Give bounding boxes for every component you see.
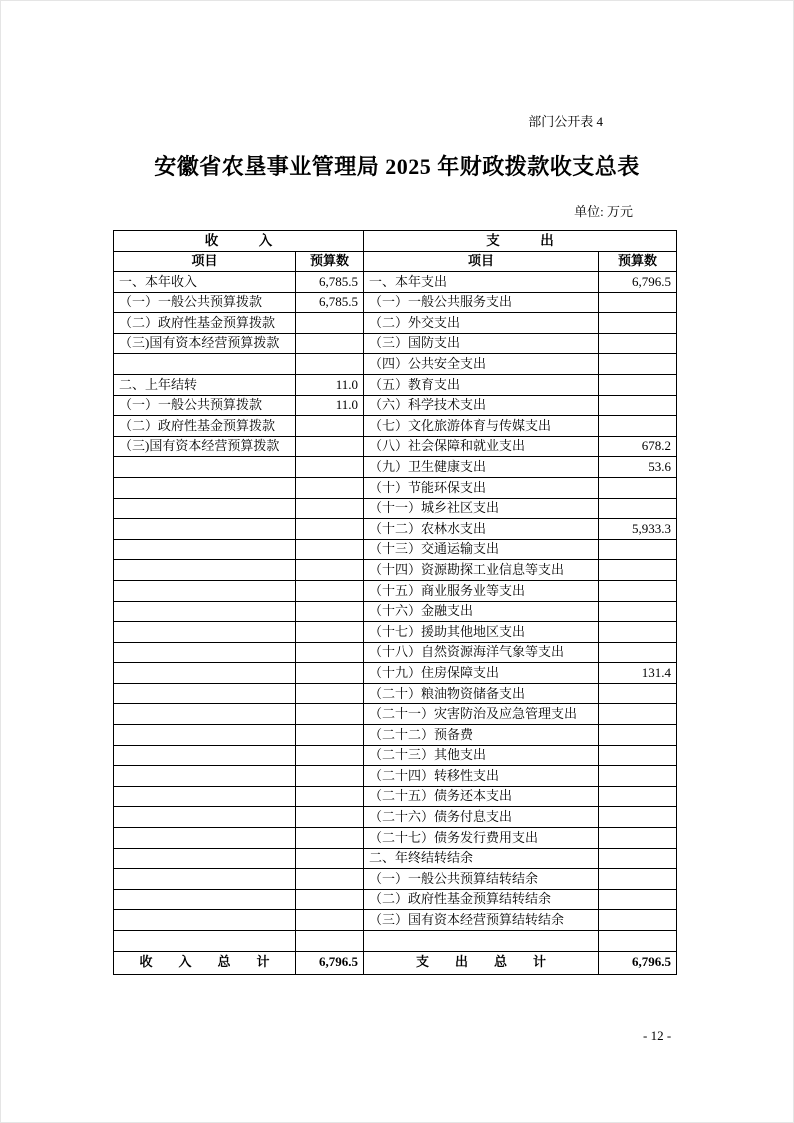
income-item-cell: [114, 889, 296, 910]
expense-item-cell: （二）政府性基金预算结转结余: [364, 889, 599, 910]
income-value-cell: [296, 354, 364, 375]
income-section-header: 收 入: [114, 231, 364, 252]
expense-item-cell: （八）社会保障和就业支出: [364, 436, 599, 457]
income-item-cell: （二）政府性基金预算拨款: [114, 313, 296, 334]
income-value-cell: [296, 683, 364, 704]
income-value-cell: [296, 807, 364, 828]
expense-budget-column-header: 预算数: [599, 252, 677, 272]
expense-item-cell: （十八）自然资源海洋气象等支出: [364, 642, 599, 663]
income-item-cell: [114, 519, 296, 540]
income-value-cell: 11.0: [296, 374, 364, 395]
income-item-cell: [114, 477, 296, 498]
expense-item-cell: （五）教育支出: [364, 374, 599, 395]
income-value-cell: [296, 580, 364, 601]
expense-item-cell: （二十二）预备费: [364, 725, 599, 746]
income-value-cell: [296, 704, 364, 725]
expense-value-cell: [599, 333, 677, 354]
income-total-value: 6,796.5: [296, 951, 364, 974]
income-value-cell: [296, 642, 364, 663]
expense-value-cell: [599, 766, 677, 787]
expense-item-cell: （十九）住房保障支出: [364, 663, 599, 684]
table-row: [114, 622, 677, 643]
income-value-cell: [296, 436, 364, 457]
expense-value-cell: [599, 354, 677, 375]
income-value-cell: [296, 539, 364, 560]
income-item-cell: 二、上年结转: [114, 374, 296, 395]
expense-item-cell: （六）科学技术支出: [364, 395, 599, 416]
expense-value-cell: [599, 910, 677, 931]
income-item-cell: （一）一般公共预算拨款: [114, 292, 296, 313]
income-value-cell: 11.0: [296, 395, 364, 416]
table-row: [114, 457, 677, 478]
income-item-cell: （三)国有资本经营预算拨款: [114, 333, 296, 354]
expense-value-cell: [599, 786, 677, 807]
expense-value-cell: [599, 313, 677, 334]
table-row: [114, 683, 677, 704]
table-row: [114, 869, 677, 890]
expense-item-column-header: 项目: [364, 252, 599, 272]
table-row: [114, 313, 677, 334]
expense-total-label: 支 出 总 计: [364, 951, 599, 974]
income-item-cell: （三)国有资本经营预算拨款: [114, 436, 296, 457]
income-value-cell: [296, 828, 364, 849]
income-item-cell: [114, 910, 296, 931]
expense-value-cell: [599, 601, 677, 622]
income-item-cell: [114, 931, 296, 952]
table-row: [114, 272, 677, 293]
expense-item-cell: （一）一般公共预算结转结余: [364, 869, 599, 890]
income-value-cell: [296, 313, 364, 334]
table-row: [114, 766, 677, 787]
table-row: [114, 560, 677, 581]
income-value-cell: [296, 622, 364, 643]
table-row: [114, 539, 677, 560]
expense-value-cell: [599, 622, 677, 643]
income-value-cell: [296, 848, 364, 869]
table-row: [114, 663, 677, 684]
table-row: [114, 519, 677, 540]
expense-item-cell: （二十七）债务发行费用支出: [364, 828, 599, 849]
expense-value-cell: [599, 745, 677, 766]
income-item-column-header: 项目: [114, 252, 296, 272]
expense-item-cell: （九）卫生健康支出: [364, 457, 599, 478]
table-row: [114, 642, 677, 663]
income-item-cell: 一、本年收入: [114, 272, 296, 293]
income-value-cell: [296, 786, 364, 807]
table-row: [114, 910, 677, 931]
expense-item-cell: （二）外交支出: [364, 313, 599, 334]
income-total-label: 收 入 总 计: [114, 951, 296, 974]
table-row: [114, 292, 677, 313]
income-item-cell: [114, 807, 296, 828]
income-item-cell: [114, 663, 296, 684]
table-row: [114, 786, 677, 807]
column-header-row: [114, 252, 677, 272]
income-value-cell: [296, 519, 364, 540]
expense-value-cell: [599, 395, 677, 416]
table-row: [114, 725, 677, 746]
income-item-cell: [114, 828, 296, 849]
table-row: [114, 354, 677, 375]
expense-item-cell: （十）节能环保支出: [364, 477, 599, 498]
income-value-cell: 6,785.5: [296, 292, 364, 313]
income-item-cell: [114, 848, 296, 869]
table-row: [114, 848, 677, 869]
expense-item-cell: （十五）商业服务业等支出: [364, 580, 599, 601]
expense-item-cell: （十一）城乡社区支出: [364, 498, 599, 519]
expense-value-cell: 131.4: [599, 663, 677, 684]
expense-item-cell: （十二）农林水支出: [364, 519, 599, 540]
income-item-cell: [114, 457, 296, 478]
expense-value-cell: [599, 560, 677, 581]
income-value-cell: [296, 663, 364, 684]
income-item-cell: [114, 354, 296, 375]
expense-item-cell: [364, 931, 599, 952]
page-title: 安徽省农垦事业管理局 2025 年财政拨款收支总表: [154, 154, 640, 179]
income-item-cell: [114, 539, 296, 560]
income-value-cell: [296, 745, 364, 766]
table-row: [114, 477, 677, 498]
expense-value-cell: 6,796.5: [599, 272, 677, 293]
income-item-cell: [114, 601, 296, 622]
expense-value-cell: [599, 828, 677, 849]
expense-section-header: 支 出: [364, 231, 677, 252]
income-item-cell: [114, 704, 296, 725]
table-row: [114, 601, 677, 622]
income-value-cell: [296, 498, 364, 519]
table-body: [114, 272, 677, 952]
expense-item-cell: （二十六）债务付息支出: [364, 807, 599, 828]
table-row: [114, 374, 677, 395]
expense-value-cell: [599, 931, 677, 952]
expense-item-cell: （十六）金融支出: [364, 601, 599, 622]
table-row: [114, 580, 677, 601]
income-value-cell: [296, 416, 364, 437]
income-item-cell: [114, 725, 296, 746]
expense-value-cell: [599, 848, 677, 869]
income-value-cell: [296, 601, 364, 622]
expense-value-cell: 5,933.3: [599, 519, 677, 540]
total-row: [114, 951, 677, 974]
income-item-cell: [114, 622, 296, 643]
expense-value-cell: [599, 498, 677, 519]
income-value-cell: [296, 910, 364, 931]
expense-value-cell: [599, 292, 677, 313]
income-item-cell: [114, 642, 296, 663]
income-item-cell: [114, 745, 296, 766]
income-item-cell: （一）一般公共预算拨款: [114, 395, 296, 416]
table-row: [114, 498, 677, 519]
expense-item-cell: （十七）援助其他地区支出: [364, 622, 599, 643]
income-item-cell: [114, 560, 296, 581]
header-note: 部门公开表 4: [528, 114, 603, 129]
expense-item-cell: （三）国防支出: [364, 333, 599, 354]
table-row: [114, 395, 677, 416]
income-value-cell: [296, 333, 364, 354]
budget-table: [113, 230, 677, 975]
expense-value-cell: [599, 704, 677, 725]
income-value-cell: 6,785.5: [296, 272, 364, 293]
page-number: - 12 -: [643, 1028, 672, 1043]
income-item-cell: [114, 786, 296, 807]
income-item-cell: [114, 683, 296, 704]
expense-value-cell: 678.2: [599, 436, 677, 457]
income-item-cell: [114, 766, 296, 787]
income-value-cell: [296, 889, 364, 910]
income-value-cell: [296, 457, 364, 478]
unit-label: 单位: 万元: [574, 204, 633, 219]
expense-item-cell: （三）国有资本经营预算结转结余: [364, 910, 599, 931]
income-value-cell: [296, 931, 364, 952]
expense-item-cell: （二十四）转移性支出: [364, 766, 599, 787]
income-budget-column-header: 预算数: [296, 252, 364, 272]
table-row: [114, 333, 677, 354]
table-row: [114, 436, 677, 457]
income-value-cell: [296, 477, 364, 498]
table-row: [114, 931, 677, 952]
expense-total-value: 6,796.5: [599, 951, 677, 974]
expense-value-cell: [599, 889, 677, 910]
expense-item-cell: 二、年终结转结余: [364, 848, 599, 869]
table-row: [114, 704, 677, 725]
table-row: [114, 828, 677, 849]
income-value-cell: [296, 766, 364, 787]
expense-value-cell: [599, 374, 677, 395]
income-value-cell: [296, 869, 364, 890]
table-row: [114, 745, 677, 766]
expense-item-cell: （二十三）其他支出: [364, 745, 599, 766]
expense-value-cell: [599, 642, 677, 663]
expense-item-cell: （十四）资源勘探工业信息等支出: [364, 560, 599, 581]
expense-item-cell: （二十一）灾害防治及应急管理支出: [364, 704, 599, 725]
expense-value-cell: [599, 539, 677, 560]
expense-item-cell: （二十五）债务还本支出: [364, 786, 599, 807]
expense-item-cell: （一）一般公共服务支出: [364, 292, 599, 313]
table-row: [114, 889, 677, 910]
expense-value-cell: [599, 416, 677, 437]
income-value-cell: [296, 560, 364, 581]
income-value-cell: [296, 725, 364, 746]
expense-value-cell: [599, 869, 677, 890]
table-row: [114, 416, 677, 437]
income-item-cell: （二）政府性基金预算拨款: [114, 416, 296, 437]
expense-value-cell: 53.6: [599, 457, 677, 478]
expense-item-cell: 一、本年支出: [364, 272, 599, 293]
expense-value-cell: [599, 725, 677, 746]
expense-value-cell: [599, 683, 677, 704]
expense-item-cell: （七）文化旅游体育与传媒支出: [364, 416, 599, 437]
expense-item-cell: （十三）交通运输支出: [364, 539, 599, 560]
expense-value-cell: [599, 477, 677, 498]
expense-value-cell: [599, 807, 677, 828]
section-header-row: [114, 231, 677, 252]
income-item-cell: [114, 498, 296, 519]
income-item-cell: [114, 580, 296, 601]
income-item-cell: [114, 869, 296, 890]
expense-value-cell: [599, 580, 677, 601]
expense-item-cell: （二十）粮油物资储备支出: [364, 683, 599, 704]
expense-item-cell: （四）公共安全支出: [364, 354, 599, 375]
table-row: [114, 807, 677, 828]
